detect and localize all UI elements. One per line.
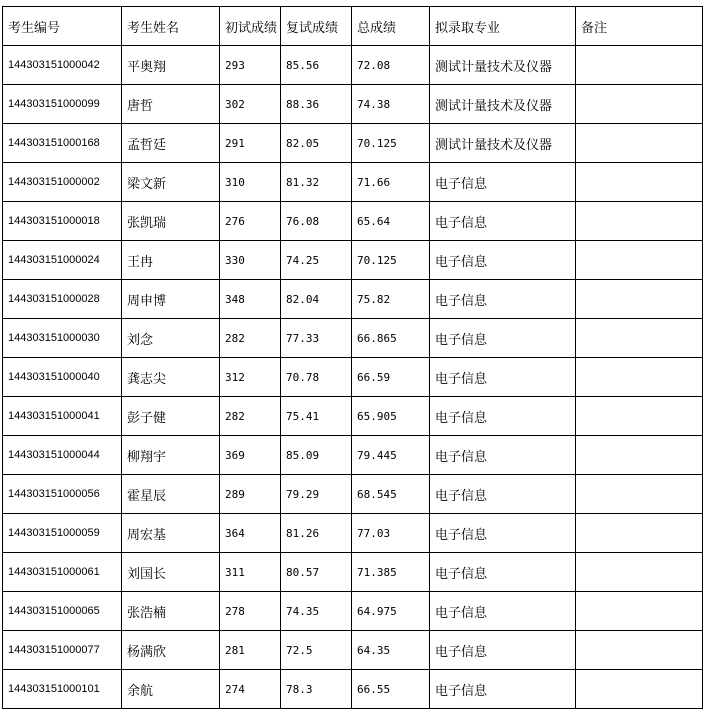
- note-cell: [576, 397, 703, 436]
- table-row: [3, 46, 703, 85]
- candidate-id-cell: 144303151000044: [3, 436, 122, 475]
- table-row: [3, 280, 703, 319]
- major-cell: 电子信息: [430, 514, 576, 553]
- retest-score-cell: 80.57: [281, 553, 352, 592]
- initial-score-cell: 282: [220, 319, 281, 358]
- candidate-name-cell: 平奥翔: [122, 46, 220, 85]
- note-cell: [576, 85, 703, 124]
- candidate-id-cell: 144303151000061: [3, 553, 122, 592]
- initial-score-cell: 369: [220, 436, 281, 475]
- admission-table: [2, 6, 703, 709]
- major-cell: 电子信息: [430, 670, 576, 709]
- initial-score-cell: 364: [220, 514, 281, 553]
- header-retest-score: 复试成绩: [281, 7, 352, 46]
- header-row: [3, 7, 703, 46]
- total-score-cell: 65.905: [352, 397, 430, 436]
- candidate-id-cell: 144303151000040: [3, 358, 122, 397]
- candidate-id-cell: 144303151000041: [3, 397, 122, 436]
- header-total-score: 总成绩: [352, 7, 430, 46]
- candidate-name-cell: 梁文新: [122, 163, 220, 202]
- candidate-name-cell: 刘国长: [122, 553, 220, 592]
- note-cell: [576, 202, 703, 241]
- note-cell: [576, 46, 703, 85]
- table-row: [3, 475, 703, 514]
- total-score-cell: 64.35: [352, 631, 430, 670]
- note-cell: [576, 280, 703, 319]
- table-row: [3, 397, 703, 436]
- table-row: [3, 592, 703, 631]
- initial-score-cell: 311: [220, 553, 281, 592]
- initial-score-cell: 291: [220, 124, 281, 163]
- header-initial-score: 初试成绩: [220, 7, 281, 46]
- total-score-cell: 70.125: [352, 241, 430, 280]
- note-cell: [576, 163, 703, 202]
- header-major: 拟录取专业: [430, 7, 576, 46]
- major-cell: 电子信息: [430, 241, 576, 280]
- candidate-id-cell: 144303151000018: [3, 202, 122, 241]
- candidate-id-cell: 144303151000099: [3, 85, 122, 124]
- initial-score-cell: 289: [220, 475, 281, 514]
- major-cell: 电子信息: [430, 553, 576, 592]
- major-cell: 电子信息: [430, 475, 576, 514]
- initial-score-cell: 330: [220, 241, 281, 280]
- retest-score-cell: 70.78: [281, 358, 352, 397]
- major-cell: 电子信息: [430, 163, 576, 202]
- retest-score-cell: 74.35: [281, 592, 352, 631]
- note-cell: [576, 631, 703, 670]
- initial-score-cell: 310: [220, 163, 281, 202]
- candidate-name-cell: 张凯瑞: [122, 202, 220, 241]
- total-score-cell: 71.385: [352, 553, 430, 592]
- candidate-name-cell: 周宏基: [122, 514, 220, 553]
- total-score-cell: 72.08: [352, 46, 430, 85]
- candidate-name-cell: 孟哲廷: [122, 124, 220, 163]
- note-cell: [576, 241, 703, 280]
- major-cell: 电子信息: [430, 592, 576, 631]
- candidate-id-cell: 144303151000002: [3, 163, 122, 202]
- table-row: [3, 631, 703, 670]
- note-cell: [576, 592, 703, 631]
- total-score-cell: 79.445: [352, 436, 430, 475]
- table-row: [3, 124, 703, 163]
- candidate-id-cell: 144303151000065: [3, 592, 122, 631]
- initial-score-cell: 278: [220, 592, 281, 631]
- retest-score-cell: 81.26: [281, 514, 352, 553]
- note-cell: [576, 124, 703, 163]
- retest-score-cell: 85.09: [281, 436, 352, 475]
- total-score-cell: 74.38: [352, 85, 430, 124]
- candidate-name-cell: 王冉: [122, 241, 220, 280]
- candidate-name-cell: 刘念: [122, 319, 220, 358]
- initial-score-cell: 282: [220, 397, 281, 436]
- major-cell: 电子信息: [430, 319, 576, 358]
- retest-score-cell: 75.41: [281, 397, 352, 436]
- retest-score-cell: 88.36: [281, 85, 352, 124]
- candidate-name-cell: 龚志尖: [122, 358, 220, 397]
- total-score-cell: 70.125: [352, 124, 430, 163]
- initial-score-cell: 293: [220, 46, 281, 85]
- table-row: [3, 163, 703, 202]
- candidate-name-cell: 张浩楠: [122, 592, 220, 631]
- candidate-id-cell: 144303151000024: [3, 241, 122, 280]
- note-cell: [576, 358, 703, 397]
- retest-score-cell: 72.5: [281, 631, 352, 670]
- total-score-cell: 66.865: [352, 319, 430, 358]
- retest-score-cell: 77.33: [281, 319, 352, 358]
- table-row: [3, 202, 703, 241]
- table-row: [3, 553, 703, 592]
- retest-score-cell: 81.32: [281, 163, 352, 202]
- total-score-cell: 65.64: [352, 202, 430, 241]
- note-cell: [576, 514, 703, 553]
- retest-score-cell: 79.29: [281, 475, 352, 514]
- candidate-id-cell: 144303151000059: [3, 514, 122, 553]
- retest-score-cell: 85.56: [281, 46, 352, 85]
- table-row: [3, 358, 703, 397]
- candidate-name-cell: 余航: [122, 670, 220, 709]
- major-cell: 电子信息: [430, 397, 576, 436]
- initial-score-cell: 276: [220, 202, 281, 241]
- retest-score-cell: 82.04: [281, 280, 352, 319]
- initial-score-cell: 302: [220, 85, 281, 124]
- candidate-id-cell: 144303151000101: [3, 670, 122, 709]
- major-cell: 电子信息: [430, 358, 576, 397]
- table-row: [3, 514, 703, 553]
- candidate-name-cell: 杨满欣: [122, 631, 220, 670]
- retest-score-cell: 74.25: [281, 241, 352, 280]
- candidate-id-cell: 144303151000168: [3, 124, 122, 163]
- table-row: [3, 85, 703, 124]
- retest-score-cell: 76.08: [281, 202, 352, 241]
- table-row: [3, 436, 703, 475]
- major-cell: 电子信息: [430, 202, 576, 241]
- note-cell: [576, 475, 703, 514]
- note-cell: [576, 319, 703, 358]
- total-score-cell: 77.03: [352, 514, 430, 553]
- candidate-id-cell: 144303151000030: [3, 319, 122, 358]
- header-note: 备注: [576, 7, 703, 46]
- major-cell: 电子信息: [430, 631, 576, 670]
- major-cell: 测试计量技术及仪器: [430, 124, 576, 163]
- total-score-cell: 66.55: [352, 670, 430, 709]
- candidate-name-cell: 霍星辰: [122, 475, 220, 514]
- note-cell: [576, 553, 703, 592]
- initial-score-cell: 274: [220, 670, 281, 709]
- initial-score-cell: 312: [220, 358, 281, 397]
- major-cell: 电子信息: [430, 436, 576, 475]
- total-score-cell: 64.975: [352, 592, 430, 631]
- header-candidate-name: 考生姓名: [122, 7, 220, 46]
- candidate-name-cell: 彭子健: [122, 397, 220, 436]
- candidate-name-cell: 周申博: [122, 280, 220, 319]
- major-cell: 电子信息: [430, 280, 576, 319]
- retest-score-cell: 78.3: [281, 670, 352, 709]
- retest-score-cell: 82.05: [281, 124, 352, 163]
- total-score-cell: 68.545: [352, 475, 430, 514]
- note-cell: [576, 436, 703, 475]
- major-cell: 测试计量技术及仪器: [430, 85, 576, 124]
- candidate-id-cell: 144303151000056: [3, 475, 122, 514]
- note-cell: [576, 670, 703, 709]
- major-cell: 测试计量技术及仪器: [430, 46, 576, 85]
- initial-score-cell: 281: [220, 631, 281, 670]
- table-row: [3, 241, 703, 280]
- total-score-cell: 71.66: [352, 163, 430, 202]
- header-candidate-id: 考生编号: [3, 7, 122, 46]
- table-row: [3, 670, 703, 709]
- initial-score-cell: 348: [220, 280, 281, 319]
- candidate-id-cell: 144303151000042: [3, 46, 122, 85]
- candidate-id-cell: 144303151000028: [3, 280, 122, 319]
- candidate-id-cell: 144303151000077: [3, 631, 122, 670]
- total-score-cell: 66.59: [352, 358, 430, 397]
- candidate-name-cell: 柳翔宇: [122, 436, 220, 475]
- table-row: [3, 319, 703, 358]
- total-score-cell: 75.82: [352, 280, 430, 319]
- candidate-name-cell: 唐哲: [122, 85, 220, 124]
